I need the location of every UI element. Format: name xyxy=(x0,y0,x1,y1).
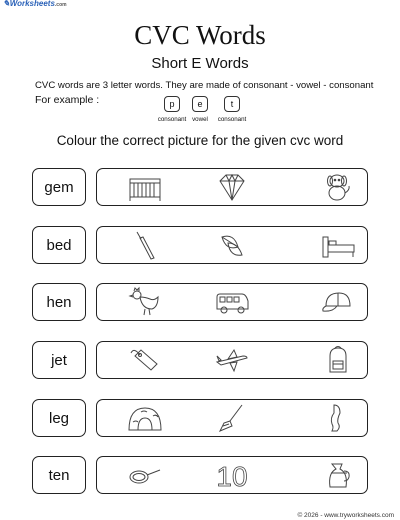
picture-box xyxy=(96,226,368,264)
word-box: jet xyxy=(32,341,86,379)
logo-mark-icon: ✎ xyxy=(3,0,10,8)
picture-box xyxy=(96,341,368,379)
tag-icon[interactable] xyxy=(127,344,163,376)
van-icon[interactable] xyxy=(214,286,250,318)
example-letter-t xyxy=(212,96,252,123)
crib-icon[interactable] xyxy=(127,171,163,203)
leaves-icon[interactable] xyxy=(214,229,250,261)
cricket-bat-icon[interactable] xyxy=(127,229,163,261)
letter-box: t xyxy=(224,96,240,112)
word-box: gem xyxy=(32,168,86,206)
example-label: For example : xyxy=(35,94,100,106)
word-box: hen xyxy=(32,283,86,321)
pan-icon[interactable] xyxy=(127,459,163,491)
cave-icon[interactable] xyxy=(127,402,163,434)
word-row-jet xyxy=(32,341,370,379)
word-box: leg xyxy=(32,399,86,437)
cap-icon[interactable] xyxy=(320,286,356,318)
letter-caption: consonant xyxy=(157,116,187,123)
picture-box xyxy=(96,168,368,206)
letter-box: e xyxy=(192,96,208,112)
letter-caption: vowel xyxy=(192,116,208,123)
number-ten-icon[interactable] xyxy=(214,459,250,491)
page-title: CVC Words xyxy=(134,20,266,50)
number-ten-text: 10 xyxy=(216,461,248,491)
word-row-ten xyxy=(32,456,370,494)
site-logo: ✎Worksheets.com xyxy=(3,0,67,8)
picture-box xyxy=(96,456,368,494)
gem-icon[interactable] xyxy=(214,171,250,203)
letter-caption: consonant xyxy=(217,116,247,123)
word-row-bed xyxy=(32,226,370,264)
word-box: ten xyxy=(32,456,86,494)
page-subtitle: Short E Words xyxy=(151,55,249,72)
instruction-text: Colour the correct picture for the given cvc word xyxy=(56,133,344,148)
leg-icon[interactable] xyxy=(320,402,356,434)
broom-icon[interactable] xyxy=(214,402,250,434)
word-row-hen xyxy=(32,283,370,321)
puppy-icon[interactable] xyxy=(320,171,356,203)
jet-icon[interactable] xyxy=(214,344,250,376)
jug-icon[interactable] xyxy=(320,459,356,491)
word-row-gem xyxy=(32,168,370,206)
picture-box xyxy=(96,399,368,437)
bed-icon[interactable] xyxy=(320,229,356,261)
word-row-leg xyxy=(32,399,370,437)
backpack-icon[interactable] xyxy=(320,344,356,376)
word-box: bed xyxy=(32,226,86,264)
picture-box xyxy=(96,283,368,321)
hen-icon[interactable] xyxy=(127,286,163,318)
intro-text: CVC words are 3 letter words. They are made of consonant - vowel - consonant xyxy=(35,80,374,91)
footer-copyright: © 2026 - www.tryworksheets.com xyxy=(297,512,394,519)
letter-box: p xyxy=(164,96,180,112)
